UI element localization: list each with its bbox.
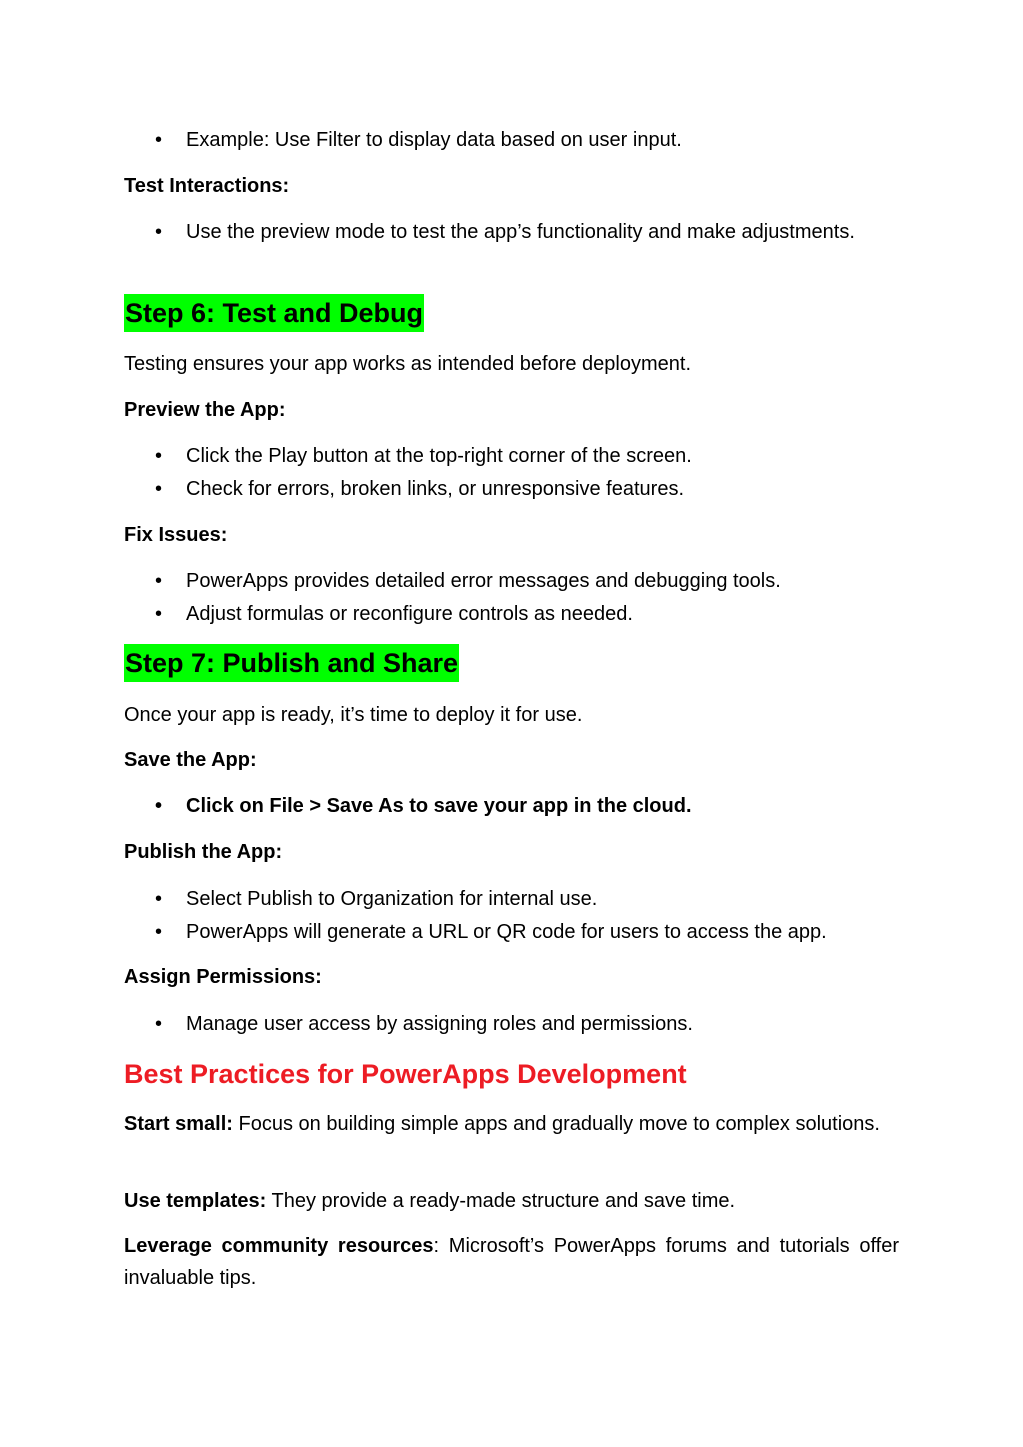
bullet-icon: • [155, 1013, 163, 1035]
best-practice-term: Use templates: [124, 1190, 267, 1212]
step7-heading-wrapper [124, 644, 459, 682]
best-practice-term: Start small: [124, 1113, 233, 1135]
intro-bullet-list [124, 124, 682, 156]
bullet-icon: • [155, 570, 163, 592]
best-practices-heading: Best Practices for PowerApps Development [124, 1059, 687, 1089]
publish-app-bullet-list [124, 883, 899, 948]
list-item: • Select Publish to Organization for internal use. [124, 883, 899, 915]
list-item: • Click the Play button at the top-right corner of the screen. [124, 440, 899, 472]
preview-app-label: Preview the App: [124, 399, 286, 421]
best-practice-item [124, 1185, 899, 1217]
bullet-icon: • [155, 478, 163, 500]
assign-permissions-bullet-list [124, 1008, 899, 1040]
list-item: • Click on File > Save As to save your app in the cloud. [124, 790, 899, 822]
list-item: • Check for errors, broken links, or unresponsive features. [124, 473, 899, 505]
step6-heading: Step 6: Test and Debug [124, 294, 424, 332]
bullet-icon: • [155, 795, 163, 817]
bullet-icon: • [155, 603, 163, 625]
bullet-icon: • [155, 445, 163, 467]
list-item: • PowerApps will generate a URL or QR code for users to access the app. [124, 916, 899, 948]
test-interactions-bullet-list [124, 216, 899, 248]
test-interactions-label: Test Interactions: [124, 175, 290, 197]
preview-app-bullet-list [124, 440, 899, 505]
save-app-label: Save the App: [124, 749, 257, 771]
bullet-icon: • [155, 921, 163, 943]
list-item: • Example: Use Filter to display data based on user input. [124, 124, 682, 156]
list-item: • Adjust formulas or reconfigure controls as needed. [124, 598, 899, 630]
list-item: • Manage user access by assigning roles and permissions. [124, 1008, 899, 1040]
fix-issues-bullet-list [124, 565, 899, 630]
list-item: • PowerApps provides detailed error messages and debugging tools. [124, 565, 899, 597]
best-practice-term: Leverage community resources [124, 1235, 434, 1257]
best-practice-item [124, 1108, 899, 1140]
step7-heading: Step 7: Publish and Share [124, 644, 459, 682]
step6-heading-wrapper [124, 294, 424, 332]
assign-permissions-label: Assign Permissions: [124, 966, 322, 988]
bullet-icon: • [155, 129, 163, 151]
step7-intro: Once your app is ready, it’s time to deploy it for use. [124, 704, 583, 726]
best-practice-item [124, 1230, 899, 1294]
publish-app-label: Publish the App: [124, 841, 283, 863]
best-practice-text: They provide a ready-made structure and save time. [266, 1190, 736, 1212]
step6-intro: Testing ensures your app works as intended before deployment. [124, 353, 692, 375]
list-item: • Use the preview mode to test the app’s functionality and make adjustments. [124, 216, 899, 248]
save-app-bullet-list [124, 790, 899, 822]
best-practice-text: : Microsoft’s PowerApps forums and tutorials offer invaluable tips. [124, 1235, 899, 1289]
best-practice-text: Focus on building simple apps and gradually move to complex solutions. [232, 1113, 880, 1135]
bullet-icon: • [155, 888, 163, 910]
bullet-icon: • [155, 221, 163, 243]
fix-issues-label: Fix Issues: [124, 524, 228, 546]
